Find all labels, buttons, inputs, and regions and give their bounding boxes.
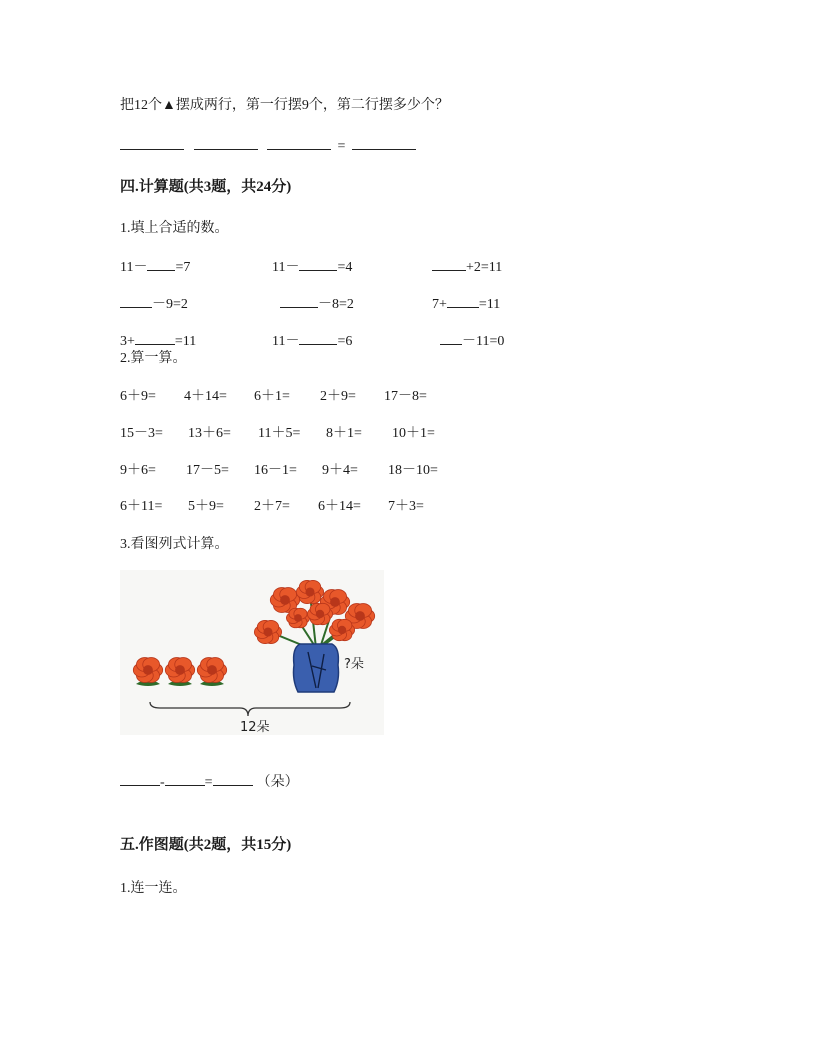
answer-blank[interactable] [194,136,258,150]
flower-icon [307,603,332,624]
arithmetic-problem: 9＋6= [120,463,156,478]
section-4-title: 四.计算题(共3题，共24分) [120,179,292,195]
answer-blank[interactable] [165,772,205,786]
flower-icon [254,620,281,643]
flower-vase-figure [120,570,384,735]
arithmetic-problem: 11＋5= [258,426,301,441]
expression-suffix: －9=2 [152,297,188,312]
expression-prefix: 11－ [120,260,148,275]
answer-blank[interactable] [447,294,479,308]
flower-icon [197,658,226,683]
flower-icon [286,608,309,628]
q3-answer-line [120,772,299,792]
fill-in-item [272,257,352,277]
arithmetic-problem: 15－3= [120,426,163,441]
expression-suffix: +2=11 [466,260,503,275]
answer-blank[interactable] [352,136,416,150]
fill-in-item [280,294,354,314]
minus-sign: - [160,775,165,790]
flower-icon [165,658,194,683]
q2-title: 2.算一算。 [120,351,187,366]
triangle-question: 把12个▲摆成两行，第一行摆9个，第二行摆多少个？ [120,98,449,113]
arithmetic-problem: 6＋9= [120,389,156,404]
answer-blank[interactable] [120,772,160,786]
arithmetic-problem: 2＋7= [254,499,290,514]
answer-blank[interactable] [299,257,337,271]
answer-blank[interactable] [267,136,331,150]
flower-illustration [120,570,384,735]
expression-suffix: =11 [478,297,501,312]
answer-blank[interactable] [299,331,337,345]
q3-title: 3.看图列式计算。 [120,537,229,552]
expression-prefix: 11－ [272,334,300,349]
unit-label: （朵） [256,775,299,790]
q1-title: 1.填上合适的数。 [120,221,229,236]
arithmetic-problem: 6＋14= [318,499,361,514]
arithmetic-problem: 9＋4= [322,463,358,478]
arithmetic-problem: 8＋1= [326,426,362,441]
unknown-label: ?朵 [344,657,364,672]
arithmetic-problem: 6＋11= [120,499,163,514]
fill-in-item [432,257,502,277]
answer-blank[interactable] [135,331,175,345]
fill-in-item [272,331,352,351]
fill-in-item [120,257,190,277]
equals-sign: = [337,139,346,154]
expression-suffix: －8=2 [318,297,354,312]
expression-suffix: =6 [337,334,353,349]
flower-icon [329,619,354,640]
expression-suffix: =4 [337,260,353,275]
flower-icon [296,580,323,603]
answer-blank[interactable] [280,294,318,308]
arithmetic-problem: 6＋1= [254,389,290,404]
arithmetic-problem: 5＋9= [188,499,224,514]
expression-prefix: 3+ [120,334,135,349]
expression-suffix: －11=0 [462,334,505,349]
total-label: 12朵 [240,720,270,735]
arithmetic-problem: 2＋9= [320,389,356,404]
arithmetic-problem: 16－1= [254,463,297,478]
arithmetic-problem: 7＋3= [388,499,424,514]
answer-blank[interactable] [213,772,253,786]
fill-in-item [432,294,500,314]
answer-blank[interactable] [120,294,152,308]
arithmetic-problem: 10＋1= [392,426,435,441]
section-5-title: 五.作图题(共2题，共15分) [120,837,292,853]
flower-icon [133,658,162,683]
arithmetic-problem: 4＋14= [184,389,227,404]
triangle-answer-line [120,136,416,156]
expression-prefix: 7+ [432,297,447,312]
fill-in-item [120,294,188,314]
answer-blank[interactable] [147,257,175,271]
arithmetic-problem: 13＋6= [188,426,231,441]
expression-prefix: 11－ [272,260,300,275]
answer-blank[interactable] [440,331,462,345]
connect-question-title: 1.连一连。 [120,881,187,896]
arithmetic-problem: 17－8= [384,389,427,404]
fill-in-item [440,331,504,351]
expression-suffix: =7 [175,260,191,275]
expression-suffix: =11 [174,334,197,349]
arithmetic-problem: 17－5= [186,463,229,478]
arithmetic-problem: 18－10= [388,463,438,478]
equals-sign: = [204,775,213,790]
answer-blank[interactable] [120,136,184,150]
fill-in-item [120,331,196,351]
answer-blank[interactable] [432,257,466,271]
